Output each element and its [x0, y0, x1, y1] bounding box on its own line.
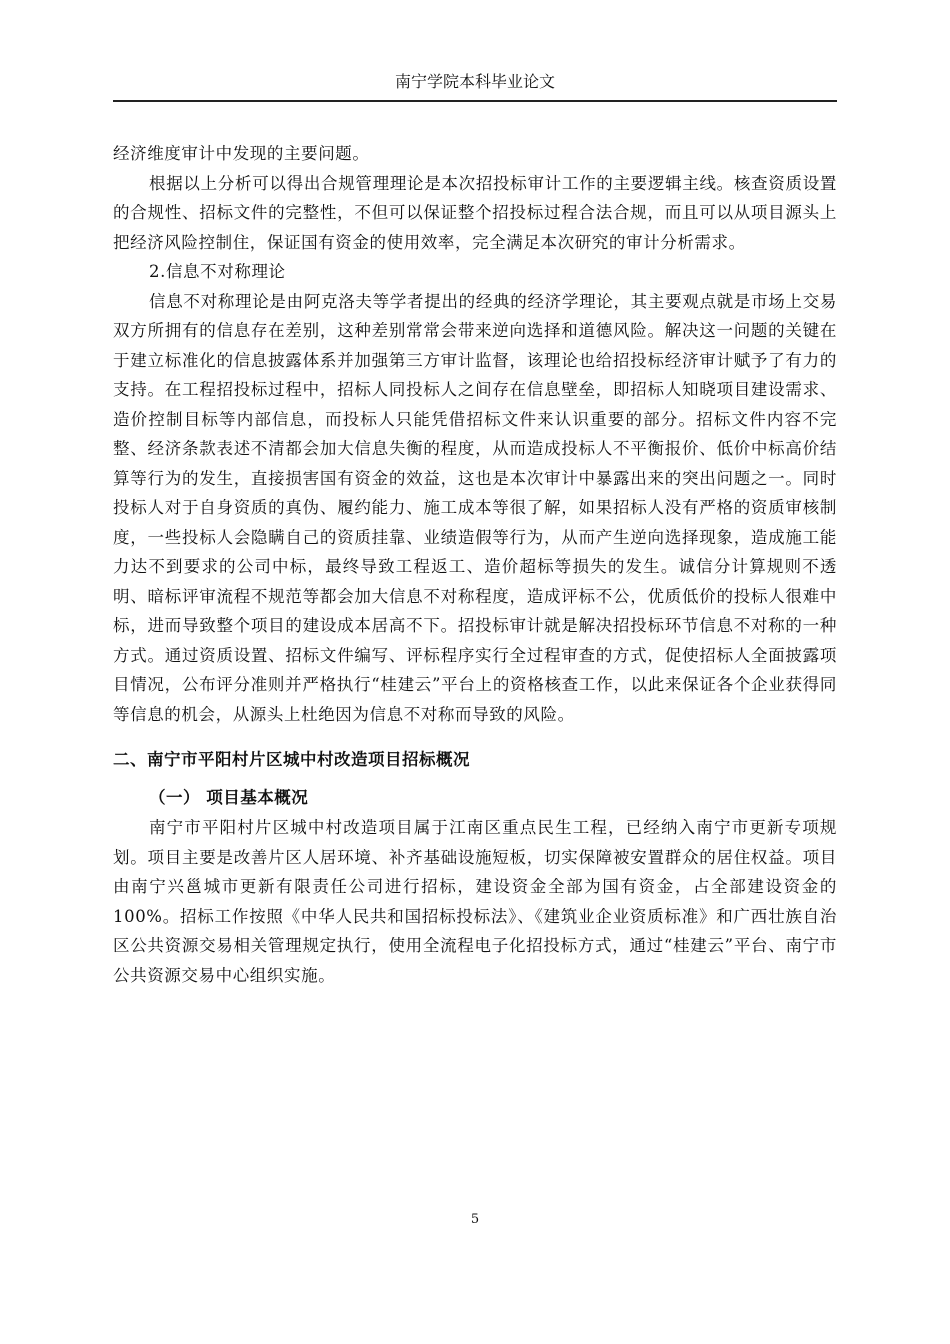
section-heading-2: 二、南宁市平阳村片区城中村改造项目招标概况 — [113, 750, 470, 769]
subsection-heading-2-1: （一） 项目基本概况 — [149, 788, 309, 807]
document-body — [113, 139, 837, 990]
header-rule — [113, 100, 837, 102]
paragraph-compliance-theory: 根据以上分析可以得出合规管理理论是本次招投标审计工作的主要逻辑主线。核查资质设置的合规性、招标文件的完整性，不但可以保证整个招投标过程合法合规，而且可以从项目源头上把经济风险控制住，保证国有资金的使用效率，完全满足本次研究的审计分析需求。 — [113, 173, 837, 252]
paragraph-continuation: 经济维度审计中发现的主要问题。 — [113, 144, 370, 163]
page-header-title: 南宁学院本科毕业论文 — [394, 72, 555, 91]
subheading-information-asymmetry: 2.信息不对称理论 — [149, 262, 286, 281]
paragraph-information-asymmetry: 信息不对称理论是由阿克洛夫等学者提出的经典的经济学理论，其主要观点就是市场上交易双方所拥有的信息存在差别，这种差别常常会带来逆向选择和道德风险。解决这一问题的关键在于建立标准化的信息披露体系并加强第三方审计监督，该理论也给招投标经济审计赋予了有力的支持。在工程招投标过程中，招标人同投标人之间存在信息壁垒，即招标人知晓项目建设需求、造价控制目标等内部信息，而投标人只能凭借招标文件来认识重要的部分。招标文件内容不完整、经济条款表述不清都会加大信息失衡的程度，从而造成投标人不平衡报价、低价中标高价结算等行为的发生，直接损害国有资金的效益，这也是本次审计中暴露出来的突出问题之一。同时投标人对于自身资质的真伪、履约能力、施工成本等很了解，如果招标人没有严格的资质审核制度，一些投标人会隐瞒自己的资质挂靠、业绩造假等行为，从而产生逆向选择现象，造成施工能力达不到要求的公司中标，最终导致工程返工、造价超标等损失的发生。诚信分计算规则不透明、暗标评审流程不规范等都会加大信息不对称程度，造成评标不公，优质低价的投标人很难中标，进而导致整个项目的建设成本居高不下。招投标审计就是解决招投标环节信息不对称的一种方式。通过资质设置、招标文件编写、评标程序实行全过程审查的方式，促使招标人全面披露项目情况，公布评分准则并严格执行“桂建云”平台上的资格核查工作，以此来保证各个企业获得同等信息的机会，从源头上杜绝因为信息不对称而导致的风险。 — [113, 291, 837, 724]
paragraph-project-overview: 南宁市平阳村片区城中村改造项目属于江南区重点民生工程，已经纳入南宁市更新专项规划。项目主要是改善片区人居环境、补齐基础设施短板，切实保障被安置群众的居住权益。项目由南宁兴邕城市更新有限责任公司进行招标，建设资金全部为国有资金，占全部建设资金的100%。招标工作按照《中华人民共和国招标投标法》、《建筑业企业资质标准》和广西壮族自治区公共资源交易相关管理规定执行，使用全流程电子化招投标方式，通过“桂建云”平台、南宁市公共资源交易中心组织实施。 — [113, 818, 837, 985]
page-number: 5 — [470, 1212, 480, 1227]
